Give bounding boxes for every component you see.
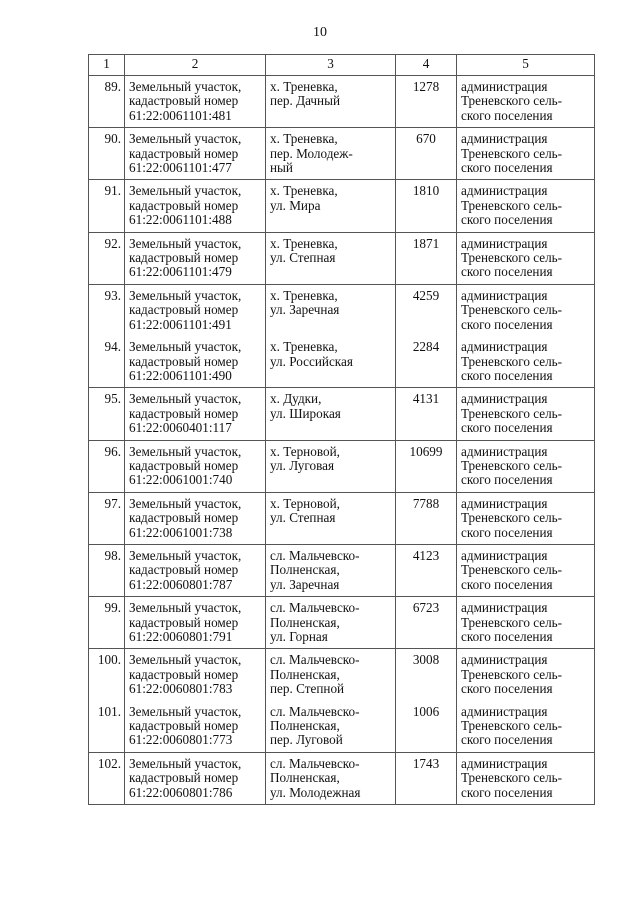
object-line: 61:22:0060801:786 — [129, 784, 233, 800]
owner-line: администрация — [461, 235, 548, 251]
address-cell — [266, 76, 396, 128]
owner-line: ского поселения — [461, 160, 553, 176]
area-value: 7788 — [396, 492, 457, 544]
address-line: х. Треневка, — [270, 79, 338, 94]
row-number: 102. — [89, 752, 125, 804]
address-line: сл. Мальчевско- — [270, 755, 360, 771]
object-cell — [125, 649, 266, 701]
area-value: 1278 — [396, 76, 457, 128]
address-cell — [266, 388, 396, 440]
row-number: 89. — [89, 76, 125, 128]
address-line: Полненская, — [270, 718, 340, 734]
table-row — [89, 649, 595, 701]
owner-line: ского поселения — [461, 212, 553, 228]
object-cell — [125, 336, 266, 388]
owner-line: администрация — [461, 495, 548, 511]
address-line: сл. Мальчевско- — [270, 547, 360, 563]
table-row — [89, 752, 595, 804]
object-line: 61:22:0061001:738 — [129, 524, 233, 540]
address-cell — [266, 544, 396, 596]
table-row — [89, 180, 595, 232]
address-line: Полненская, — [270, 562, 340, 578]
owner-line: ского поселения — [461, 732, 553, 748]
address-line: х. Треневка, — [270, 287, 338, 303]
address-cell — [266, 180, 396, 232]
object-line: Земельный участок, — [129, 755, 242, 771]
row-number: 93. — [89, 284, 125, 336]
owner-line: ского поселения — [461, 784, 553, 800]
area-value: 10699 — [396, 440, 457, 492]
owner-cell — [457, 752, 595, 804]
table-row — [89, 544, 595, 596]
object-line: Земельный участок, — [129, 443, 242, 459]
address-line: ул. Широкая — [270, 405, 341, 421]
table-row — [89, 76, 595, 128]
object-line: Земельный участок, — [129, 339, 242, 355]
owner-line: администрация — [461, 755, 548, 771]
row-number: 101. — [89, 701, 125, 753]
header-cell-2: 2 — [125, 55, 266, 76]
object-line: 61:22:0060801:791 — [129, 629, 233, 644]
table-row — [89, 336, 595, 388]
header-row — [89, 55, 595, 76]
object-cell — [125, 128, 266, 180]
object-line: 61:22:0061101:477 — [129, 160, 232, 176]
object-line: 61:22:0061101:490 — [129, 367, 232, 383]
table-row — [89, 701, 595, 753]
object-cell — [125, 388, 266, 440]
address-line: ул. Степная — [270, 510, 336, 526]
address-line: х. Треневка, — [270, 131, 338, 147]
owner-line: ского поселения — [461, 316, 553, 332]
row-number: 99. — [89, 597, 125, 649]
object-line: Земельный участок, — [129, 131, 242, 147]
address-line: сл. Мальчевско- — [270, 652, 360, 668]
owner-line: ского поселения — [461, 367, 553, 383]
owner-cell — [457, 180, 595, 232]
owner-cell — [457, 76, 595, 128]
area-value: 4259 — [396, 284, 457, 336]
address-line: ул. Российская — [270, 353, 353, 369]
object-line: кадастровый номер — [129, 666, 239, 682]
object-line: Земельный участок, — [129, 547, 242, 563]
object-line: Земельный участок, — [129, 652, 242, 668]
object-line: кадастровый номер — [129, 302, 239, 318]
owner-cell — [457, 701, 595, 753]
property-table — [88, 54, 595, 805]
owner-line: Треневского сель- — [461, 457, 563, 473]
object-cell — [125, 752, 266, 804]
owner-line: Треневского сель- — [461, 770, 563, 786]
address-line: х. Дудки, — [270, 391, 322, 407]
address-line: пер. Молодеж- — [270, 145, 353, 161]
row-number: 95. — [89, 388, 125, 440]
address-cell — [266, 492, 396, 544]
object-line: 61:22:0061101:481 — [129, 107, 232, 123]
object-line: кадастровый номер — [129, 510, 239, 526]
address-cell — [266, 752, 396, 804]
owner-line: администрация — [461, 600, 548, 616]
owner-line: администрация — [461, 652, 548, 668]
object-cell — [125, 544, 266, 596]
object-line: 61:22:0061101:479 — [129, 264, 232, 280]
object-line: Земельный участок, — [129, 703, 242, 719]
owner-line: ского поселения — [461, 524, 553, 540]
address-line: Полненская, — [270, 770, 340, 786]
table-row — [89, 597, 595, 649]
row-number: 90. — [89, 128, 125, 180]
owner-line: Треневского сель- — [461, 250, 563, 266]
address-cell — [266, 440, 396, 492]
owner-line: ского поселения — [461, 264, 553, 280]
address-line: сл. Мальчевско- — [270, 703, 360, 719]
object-cell — [125, 232, 266, 284]
address-line: ул. Степная — [270, 250, 336, 266]
object-line: Земельный участок, — [129, 495, 242, 511]
object-cell — [125, 440, 266, 492]
object-line: 61:22:0061101:491 — [129, 316, 232, 332]
address-line: Полненская, — [270, 614, 340, 630]
address-cell — [266, 597, 396, 649]
table-row — [89, 440, 595, 492]
row-number: 94. — [89, 336, 125, 388]
owner-line: ского поселения — [461, 629, 553, 644]
object-cell — [125, 701, 266, 753]
address-line: пер. Дачный — [270, 93, 341, 109]
owner-cell — [457, 440, 595, 492]
address-line: х. Треневка, — [270, 339, 338, 355]
object-line: 61:22:0060801:783 — [129, 681, 233, 697]
row-number: 97. — [89, 492, 125, 544]
object-line: 61:22:0061101:488 — [129, 212, 232, 228]
object-line: 61:22:0061001:740 — [129, 472, 233, 488]
address-cell — [266, 649, 396, 701]
owner-cell — [457, 649, 595, 701]
object-line: кадастровый номер — [129, 250, 239, 266]
table-row — [89, 284, 595, 336]
owner-line: ского поселения — [461, 107, 553, 123]
owner-cell — [457, 597, 595, 649]
address-line: х. Треневка, — [270, 183, 338, 199]
address-line: пер. Луговой — [270, 732, 343, 748]
address-line: ул. Молодежная — [270, 784, 361, 800]
object-cell — [125, 492, 266, 544]
owner-line: ского поселения — [461, 472, 553, 488]
object-line: кадастровый номер — [129, 197, 239, 213]
address-line: Полненская, — [270, 666, 340, 682]
address-line: пер. Степной — [270, 681, 345, 697]
owner-line: Треневского сель- — [461, 405, 563, 421]
table-row — [89, 128, 595, 180]
address-line: сл. Мальчевско- — [270, 600, 360, 616]
header-cell-3: 3 — [266, 55, 396, 76]
owner-cell — [457, 284, 595, 336]
owner-line: администрация — [461, 391, 548, 407]
object-line: Земельный участок, — [129, 391, 242, 407]
owner-line: ского поселения — [461, 576, 553, 592]
owner-line: администрация — [461, 183, 548, 199]
owner-line: Треневского сель- — [461, 510, 563, 526]
owner-line: Треневского сель- — [461, 614, 563, 630]
owner-line: администрация — [461, 287, 548, 303]
object-line: Земельный участок, — [129, 183, 242, 199]
owner-line: Треневского сель- — [461, 666, 563, 682]
page-number: 10 — [313, 25, 327, 40]
object-cell — [125, 76, 266, 128]
owner-line: администрация — [461, 131, 548, 147]
object-line: Земельный участок, — [129, 600, 242, 616]
owner-line: Треневского сель- — [461, 93, 563, 109]
header-cell-1: 1 — [89, 55, 125, 76]
owner-line: администрация — [461, 339, 548, 355]
row-number: 98. — [89, 544, 125, 596]
row-number: 96. — [89, 440, 125, 492]
address-line: ул. Мира — [270, 197, 321, 213]
object-cell — [125, 180, 266, 232]
area-value: 1871 — [396, 232, 457, 284]
object-line: Земельный участок, — [129, 235, 242, 251]
area-value: 4131 — [396, 388, 457, 440]
object-line: 61:22:0060801:787 — [129, 576, 233, 592]
owner-line: администрация — [461, 703, 548, 719]
area-value: 2284 — [396, 336, 457, 388]
area-value: 1743 — [396, 752, 457, 804]
area-value: 4123 — [396, 544, 457, 596]
object-cell — [125, 597, 266, 649]
object-cell — [125, 284, 266, 336]
owner-line: Треневского сель- — [461, 718, 563, 734]
owner-line: ского поселения — [461, 420, 553, 436]
address-line: х. Терновой, — [270, 495, 340, 511]
row-number: 91. — [89, 180, 125, 232]
owner-line: администрация — [461, 547, 548, 563]
row-number: 100. — [89, 649, 125, 701]
object-line: кадастровый номер — [129, 562, 239, 578]
object-line: Земельный участок, — [129, 79, 242, 94]
object-line: кадастровый номер — [129, 457, 239, 473]
owner-cell — [457, 128, 595, 180]
table-row — [89, 492, 595, 544]
owner-line: администрация — [461, 443, 548, 459]
object-line: Земельный участок, — [129, 287, 242, 303]
object-line: кадастровый номер — [129, 145, 239, 161]
row-number: 92. — [89, 232, 125, 284]
address-line: ул. Заречная — [270, 302, 340, 318]
owner-cell — [457, 232, 595, 284]
address-cell — [266, 128, 396, 180]
owner-cell — [457, 544, 595, 596]
object-line: кадастровый номер — [129, 718, 239, 734]
table-row — [89, 232, 595, 284]
owner-line: Треневского сель- — [461, 302, 563, 318]
area-value: 670 — [396, 128, 457, 180]
object-line: кадастровый номер — [129, 353, 239, 369]
table-row — [89, 388, 595, 440]
area-value: 1810 — [396, 180, 457, 232]
area-value: 3008 — [396, 649, 457, 701]
address-line: ный — [270, 160, 293, 176]
address-line: ул. Горная — [270, 629, 328, 644]
address-line: ул. Заречная — [270, 576, 340, 592]
object-line: кадастровый номер — [129, 614, 239, 630]
address-line: х. Треневка, — [270, 235, 338, 251]
address-cell — [266, 336, 396, 388]
object-line: кадастровый номер — [129, 93, 239, 109]
object-line: кадастровый номер — [129, 770, 239, 786]
owner-line: Треневского сель- — [461, 353, 563, 369]
address-cell — [266, 701, 396, 753]
area-value: 6723 — [396, 597, 457, 649]
address-cell — [266, 284, 396, 336]
address-cell — [266, 232, 396, 284]
address-line: х. Терновой, — [270, 443, 340, 459]
object-line: 61:22:0060801:773 — [129, 732, 233, 748]
table-body — [89, 76, 595, 805]
owner-cell — [457, 336, 595, 388]
owner-line: Треневского сель- — [461, 145, 563, 161]
owner-line: Треневского сель- — [461, 197, 563, 213]
owner-line: администрация — [461, 79, 548, 94]
owner-line: ского поселения — [461, 681, 553, 697]
owner-cell — [457, 388, 595, 440]
address-line: ул. Луговая — [270, 457, 335, 473]
header-cell-5: 5 — [457, 55, 595, 76]
object-line: 61:22:0060401:117 — [129, 420, 232, 436]
owner-line: Треневского сель- — [461, 562, 563, 578]
area-value: 1006 — [396, 701, 457, 753]
owner-cell — [457, 492, 595, 544]
header-cell-4: 4 — [396, 55, 457, 76]
object-line: кадастровый номер — [129, 405, 239, 421]
